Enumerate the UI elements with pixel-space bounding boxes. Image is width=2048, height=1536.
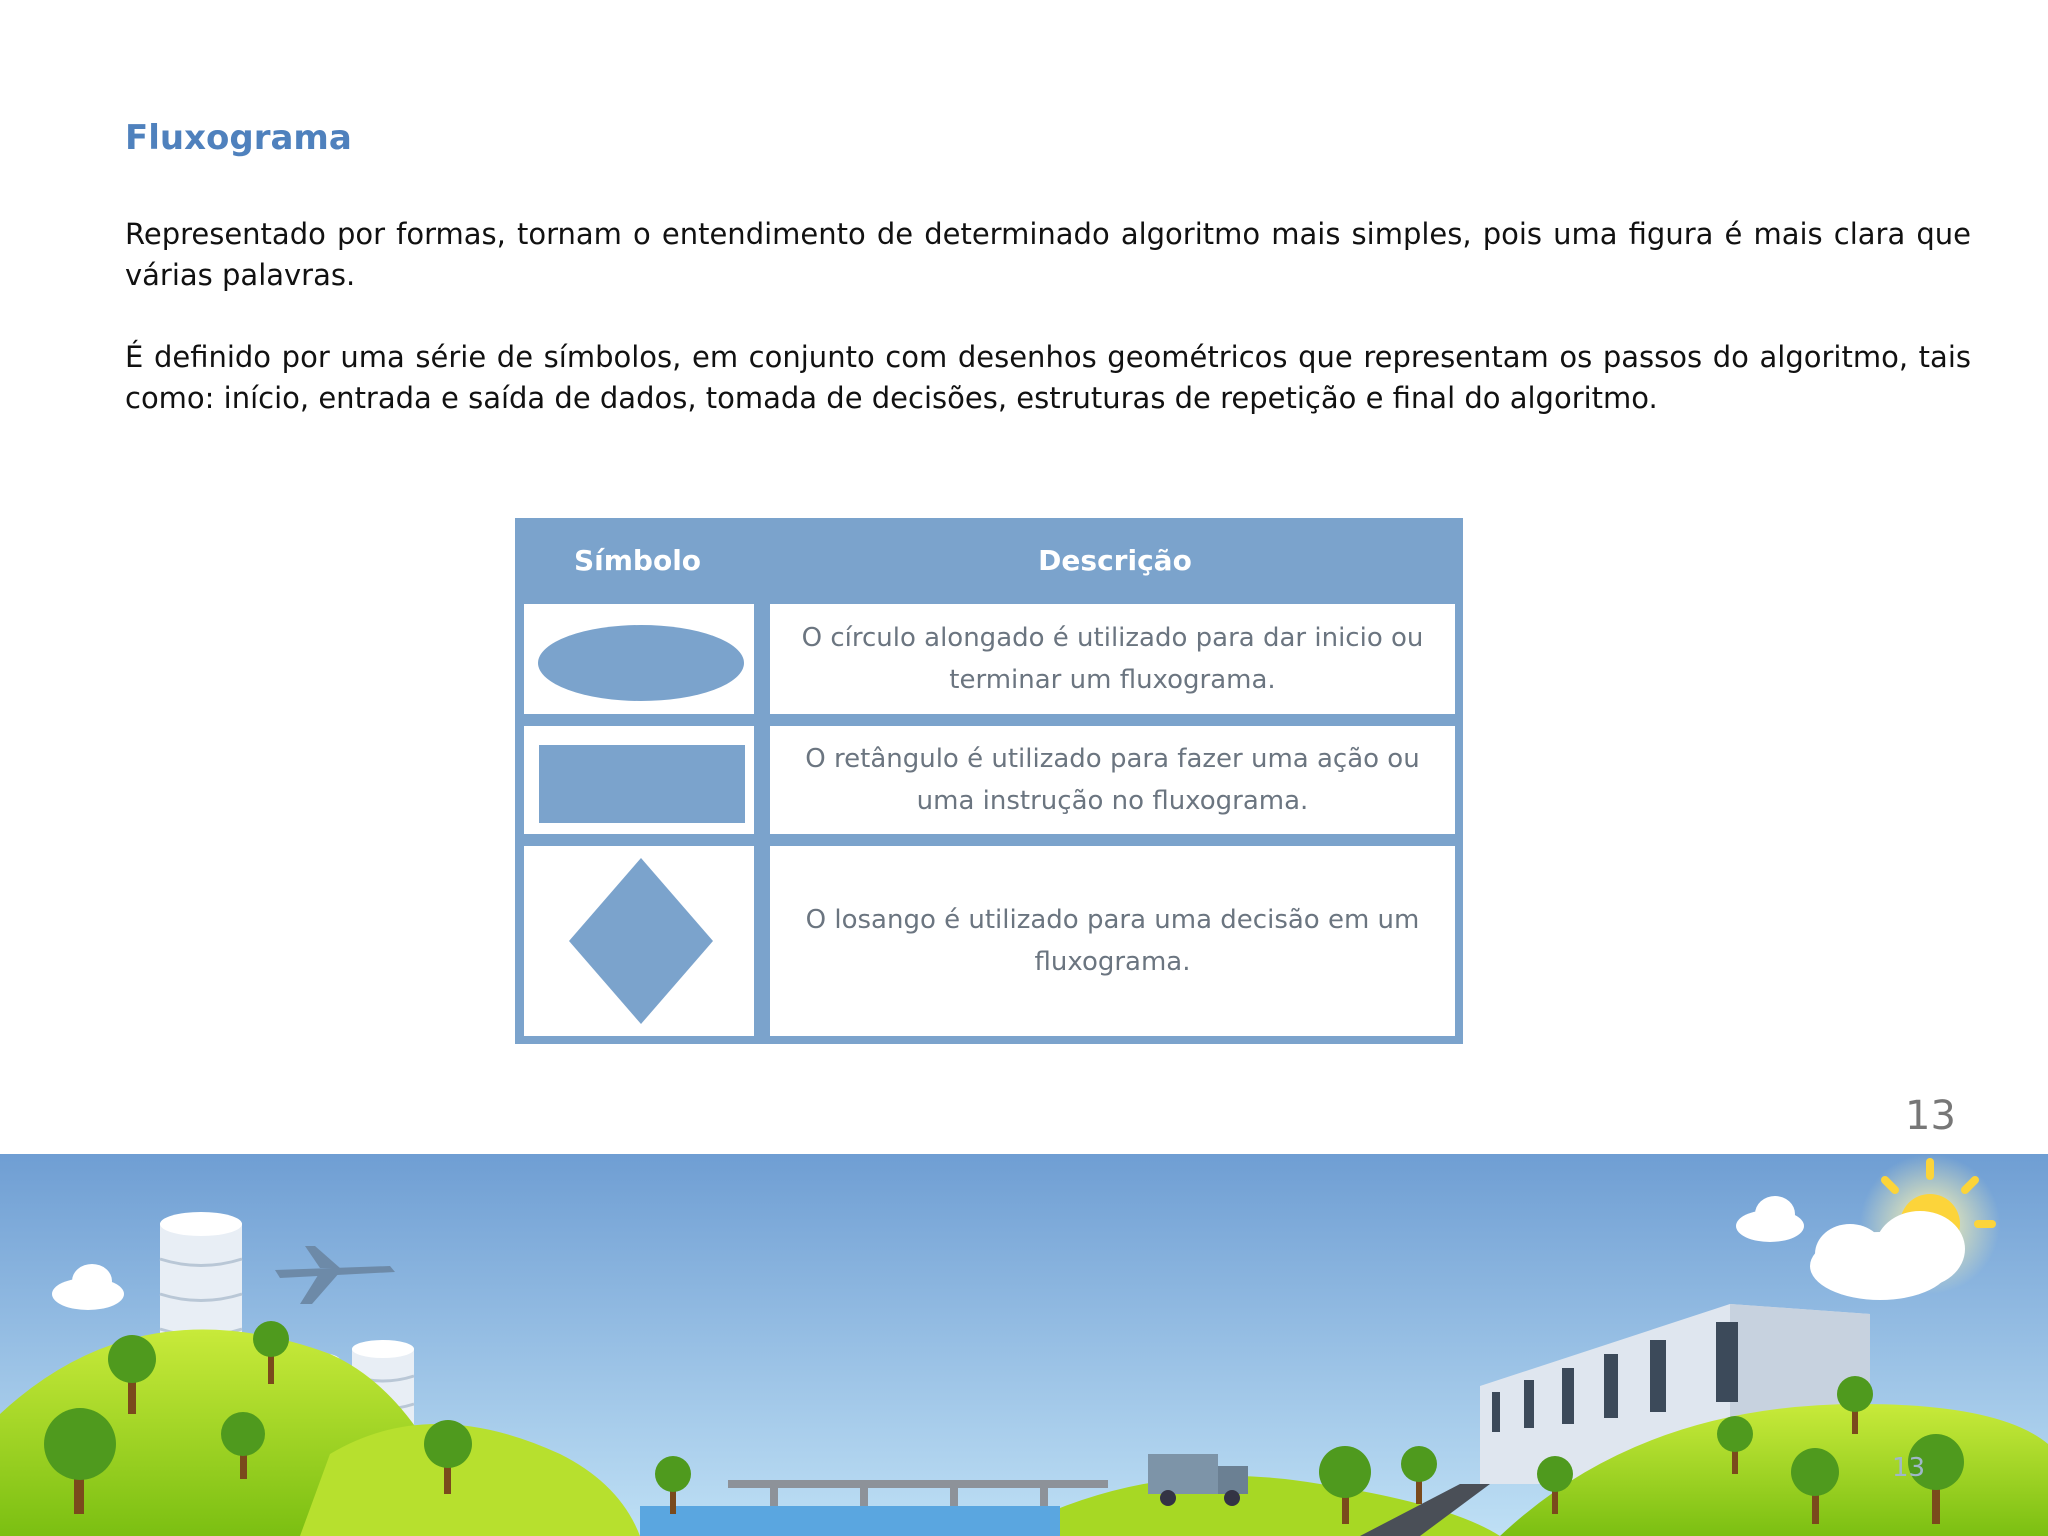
landscape-illustration [0,1154,2048,1536]
flowchart-symbols-table [515,518,1463,1044]
table-row-1-symbol-cell [524,604,754,714]
page-number: 13 [1905,1093,1956,1139]
table-row-2-description-cell [770,726,1455,834]
paragraph-definition: É definido por uma série de símbolos, em conjunto com desenhos geométricos que representam os passos do algoritmo, tais como: início, entrada e saída de dados, tomada de decisões, estruturas de repetição e final do algoritmo. [125,340,1971,415]
slide-title: Fluxograma [125,118,352,158]
ellipse-icon [524,604,754,714]
table-row-1-description-cell [770,604,1455,714]
table-row-1-description: O círculo alongado é utilizado para dar inicio ou terminar um fluxograma. [801,623,1424,695]
diamond-icon [524,846,754,1036]
table-row-2-description: O retângulo é utilizado para fazer uma ação ou uma instrução no fluxograma. [805,744,1420,816]
table-row-3-symbol-cell [524,846,754,1036]
table-row-3-description-cell [770,846,1455,1036]
table-header-description: Descrição [1038,544,1192,577]
table-row-2-symbol-cell [524,726,754,834]
table-row-3-description: O losango é utilizado para uma decisão em um fluxograma. [805,905,1420,977]
footer-page-number: 13 [1892,1453,1926,1483]
paragraph-intro: Representado por formas, tornam o entendimento de determinado algoritmo mais simples, pois uma figura é mais clara que várias palavras. [125,217,1971,292]
river [640,1506,1060,1536]
rectangle-icon [524,726,754,834]
table-header-symbol: Símbolo [573,544,702,577]
